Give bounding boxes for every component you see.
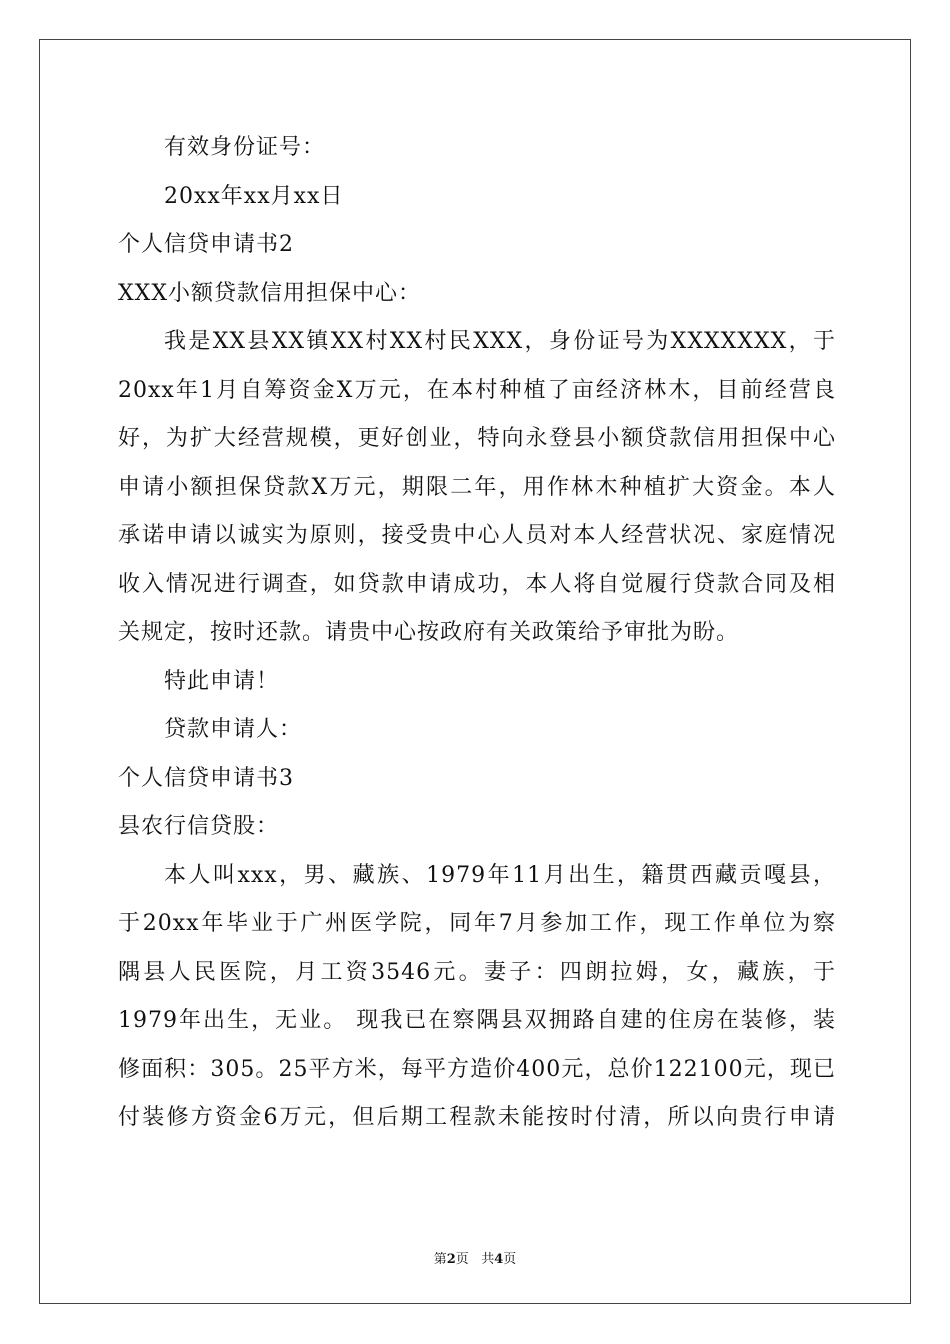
page-suffix: 页 bbox=[455, 1252, 469, 1267]
id-number-label: 有效身份证号： bbox=[164, 135, 326, 160]
paragraph-line: 关规定，按时还款。请贵中心按政府有关政策给予审批为盼。 bbox=[118, 620, 740, 645]
paragraph-line: 于20xx年毕业于广州医学院，同年7月参加工作，现工作单位为察 bbox=[118, 911, 836, 936]
total-suffix: 页 bbox=[503, 1252, 517, 1267]
total-prefix: 共 bbox=[481, 1252, 495, 1267]
paragraph-line: 20xx年1月自筹资金X万元，在本村种植了亩经济林木，目前经营良 bbox=[118, 377, 836, 403]
page-prefix: 第 bbox=[433, 1252, 447, 1267]
document-body bbox=[118, 124, 836, 1143]
paragraph-line: 我是XX县XX镇XX村XX村民XXX，身份证号为XXXXXXX，于 bbox=[164, 329, 836, 354]
paragraph-line: 修面积：305。25平方米，每平方造价400元，总价122100元，现已 bbox=[118, 1056, 836, 1082]
date-line: 20xx年xx月xx日 bbox=[164, 183, 344, 209]
paragraph-line: 承诺申请以诚实为原则，接受贵中心人员对本人经营状况、家庭情况 bbox=[118, 523, 836, 548]
applicant-label: 贷款申请人： bbox=[164, 717, 303, 742]
paragraph-line: 本人叫xxx，男、藏族、1979年11月出生，籍贯西藏贡嘎县， bbox=[164, 862, 836, 888]
paragraph-line: 隅县人民医院，月工资3546元。妻子：四朗拉姆，女，藏族，于 bbox=[118, 959, 836, 985]
page-footer bbox=[0, 1248, 950, 1267]
paragraph-line: 好，为扩大经营规模，更好创业，特向永登县小额贷款信用担保中心 bbox=[118, 426, 836, 451]
page-total: 4 bbox=[494, 1252, 504, 1267]
paragraph-line: 收入情况进行调查，如贷款申请成功，本人将自觉履行贷款合同及相 bbox=[118, 571, 836, 597]
paragraph-line: 付装修方资金6万元，但后期工程款未能按时付清，所以向贵行申请 bbox=[118, 1105, 836, 1130]
paragraph-line: 1979年出生，无业。 现我已在察隅县双拥路自建的住房在装修，装 bbox=[118, 1008, 836, 1033]
section-heading-3: 个人信贷申请书3 bbox=[118, 765, 294, 791]
recipient-salutation: XXX小额贷款信用担保中心： bbox=[118, 280, 421, 306]
section-heading-2: 个人信贷申请书2 bbox=[118, 232, 294, 257]
recipient-salutation: 县农行信贷股： bbox=[118, 814, 280, 839]
page-current: 2 bbox=[446, 1252, 456, 1267]
paragraph-line: 申请小额担保贷款X万元，期限二年，用作林木种植扩大资金。本人 bbox=[118, 474, 836, 500]
closing-phrase: 特此申请！ bbox=[164, 668, 280, 694]
